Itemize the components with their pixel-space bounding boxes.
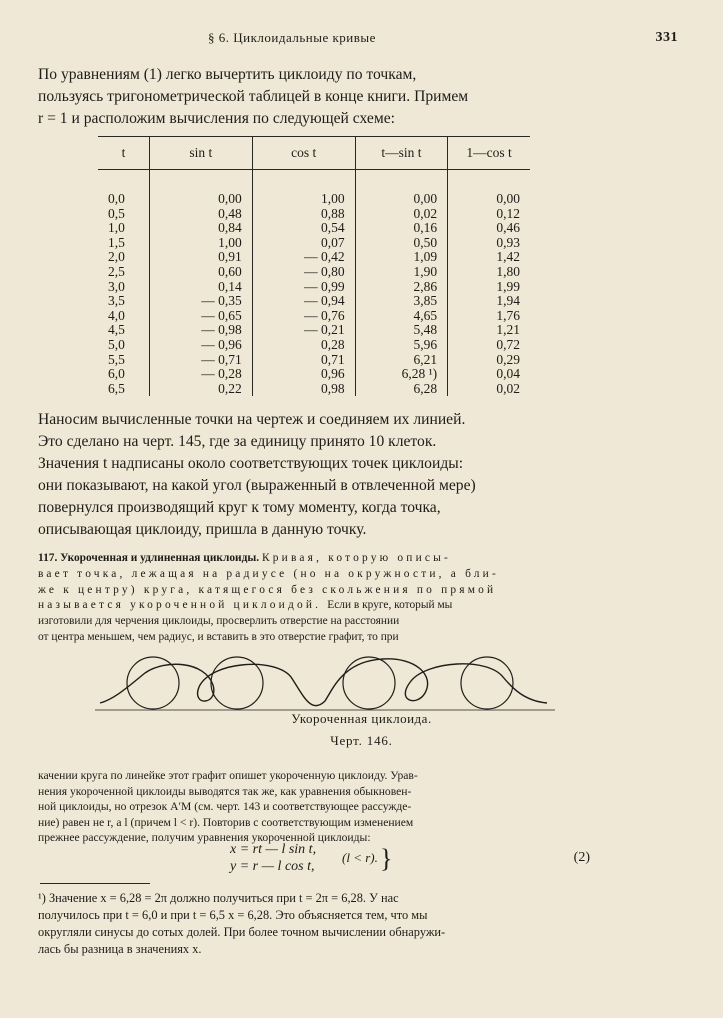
table-cell: 6,0 xyxy=(108,366,125,382)
table-cell: 3,85 xyxy=(355,294,448,309)
table-row xyxy=(98,309,530,324)
section-heading: 117. Укороченная и удлиненная циклоиды. xyxy=(38,552,262,564)
curtate-cycloid-equations xyxy=(230,842,590,882)
table-cell: — 0,42 xyxy=(252,250,355,265)
table-cell: 0,88 xyxy=(252,207,355,222)
table-cell: — 0,76 xyxy=(252,309,355,324)
table-cell: 0,14 xyxy=(149,280,252,295)
text-line: округляли синусы до сотых долей. При более точном вычислении обнаружи- xyxy=(38,925,446,939)
text-line: ной циклоиды, но отрезок A′M (см. черт. 143 и соответствующее рассужде- xyxy=(38,800,412,814)
table-cell: 1,09 xyxy=(355,250,448,265)
table-row xyxy=(98,367,530,382)
rolling-circle xyxy=(461,657,513,709)
text-run: Кривая, которую описы- xyxy=(261,552,452,564)
section-title: § 6. Циклоидальные кривые xyxy=(208,30,376,45)
table-row xyxy=(98,265,530,280)
brace-symbol: } xyxy=(380,844,393,873)
page-number: 331 xyxy=(655,30,678,45)
figure-caption: Укороченная циклоида. xyxy=(291,711,432,726)
table-header-row xyxy=(98,137,530,170)
table-row xyxy=(98,294,530,309)
text-run: изготовили для черчения циклоиды, просверлить отверстие на расстоянии xyxy=(38,615,400,628)
column-header: 1—cos t xyxy=(448,137,530,170)
footnote xyxy=(38,890,620,958)
table-cell: 0,84 xyxy=(149,221,252,236)
intro-paragraph xyxy=(38,64,620,130)
text-line: качении круга по линейке этот графит опишет укороченную циклоиду. Урав- xyxy=(38,769,418,782)
text-line xyxy=(38,551,620,567)
table-cell: 0,02 xyxy=(355,207,448,222)
table-cell: 2,0 xyxy=(108,249,125,265)
footnote-rule xyxy=(40,883,150,884)
table-cell: — 0,28 xyxy=(149,367,252,382)
text-line: прежнее рассуждение, получим уравнения укороченной циклоиды: xyxy=(38,831,371,845)
table-cell: — 0,21 xyxy=(252,323,355,338)
table-cell: 0,48 xyxy=(149,207,252,222)
table-cell: 0,50 xyxy=(355,236,448,251)
table-cell: 5,96 xyxy=(355,338,448,353)
table-cell: 4,0 xyxy=(108,307,125,323)
table-cell: 0,04 xyxy=(448,367,530,382)
column-header: t xyxy=(98,137,149,170)
text-line: ¹) Значение x = 6,28 = 2π должно получиться при t = 2π = 6,28. У нас xyxy=(38,891,399,905)
table-cell: 0,00 xyxy=(149,192,252,207)
table-cell: — 0,80 xyxy=(252,265,355,280)
table-cell: 2,5 xyxy=(108,263,125,279)
text-line: повернулся производящий круг к тому моменту, когда точка, xyxy=(38,499,441,516)
text-line: Значения t надписаны около соответствующих точек циклоиды: xyxy=(38,455,464,472)
text-line: описывающая циклоиду, пришла в данную точку. xyxy=(38,521,367,538)
text-line xyxy=(38,583,620,599)
table-cell: 0,07 xyxy=(252,236,355,251)
column-header: cos t xyxy=(252,137,355,170)
table-cell: — 0,99 xyxy=(252,280,355,295)
figure-label: Черт. 146. xyxy=(330,733,393,748)
table-cell: 0,91 xyxy=(149,250,252,265)
table-cell: 1,90 xyxy=(355,265,448,280)
table-cell: 3,5 xyxy=(108,293,125,309)
table-cell: — 0,71 xyxy=(149,353,252,368)
table-cell: 1,76 xyxy=(448,309,530,324)
text-line xyxy=(38,567,620,583)
text-line: r = 1 и расположим вычисления по следующей схеме: xyxy=(38,110,395,127)
table-cell: 1,42 xyxy=(448,250,530,265)
text-line: ние) равен не r, а l (причем l < r). Повторив с соответствующим изменением xyxy=(38,815,414,829)
text-line: пользуясь тригонометрической таблицей в конце книги. Примем xyxy=(38,88,469,105)
text-line: они показывают, на какой угол (выраженный в отвлеченной мере) xyxy=(38,477,476,494)
table-row xyxy=(98,280,530,295)
table-cell: 3,0 xyxy=(108,278,125,294)
section-117 xyxy=(38,551,620,646)
table-cell: 6,28 ¹) xyxy=(355,367,448,382)
table-cell: 2,86 xyxy=(355,280,448,295)
table-cell: 0,12 xyxy=(448,207,530,222)
table-cell: 0,28 xyxy=(252,338,355,353)
table-cell: 0,60 xyxy=(149,265,252,280)
text-line: лась бы разница в значениях x. xyxy=(38,942,202,956)
table-cell: — 0,94 xyxy=(252,294,355,309)
table-cell: — 0,96 xyxy=(149,338,252,353)
table-cell: 1,0 xyxy=(108,220,125,236)
table-cell: 4,5 xyxy=(108,322,125,338)
curtate-cycloid-figure xyxy=(95,655,555,715)
table-cell: — 0,98 xyxy=(149,323,252,338)
table-cell: 5,0 xyxy=(108,336,125,352)
table-cell: 0,16 xyxy=(355,221,448,236)
text-run: Если в круге, который мы xyxy=(327,599,453,612)
text-run: же к центру) круга, катящегося без скольжения по прямой xyxy=(38,583,497,596)
table-cell: 0,96 xyxy=(252,367,355,382)
table-cell: 5,5 xyxy=(108,351,125,367)
text-line xyxy=(38,598,620,614)
equation-line: y = r — l cos t, xyxy=(230,859,315,874)
rolling-circle xyxy=(127,657,179,709)
table-cell: 4,65 xyxy=(355,309,448,324)
continuation-paragraph xyxy=(38,768,620,846)
table-cell: 0,72 xyxy=(448,338,530,353)
table-row xyxy=(98,221,530,236)
table-cell: 1,80 xyxy=(448,265,530,280)
table-cell: 0,00 xyxy=(448,192,530,207)
table-row xyxy=(98,207,530,222)
text-line: Наносим вычисленные точки на чертеж и соединяем их линией. xyxy=(38,411,466,428)
table-cell: 0,00 xyxy=(355,192,448,207)
table-cell: 1,5 xyxy=(108,234,125,250)
table-cell: 0,29 xyxy=(448,353,530,368)
running-header xyxy=(58,30,678,50)
table-cell: 1,21 xyxy=(448,323,530,338)
table-row xyxy=(98,323,530,338)
table-body xyxy=(98,170,530,397)
table-cell: 0,98 xyxy=(252,382,355,397)
text-line: Это сделано на черт. 145, где за единицу принято 10 клеток. xyxy=(38,433,437,450)
table-cell: 0,22 xyxy=(149,382,252,397)
table-cell: 0,54 xyxy=(252,221,355,236)
text-run: вает точка, лежащая на радиусе (но на окружности, а бли- xyxy=(38,567,499,580)
table-cell: 0,93 xyxy=(448,236,530,251)
table-cell: 1,00 xyxy=(252,192,355,207)
table-cell: 1,00 xyxy=(149,236,252,251)
equation-condition: (l < r). xyxy=(342,850,378,865)
table-cell: 1,94 xyxy=(448,294,530,309)
table-cell: 5,48 xyxy=(355,323,448,338)
text-line: нения укороченной циклоиды выводятся так же, как уравнения обыкновен- xyxy=(38,784,412,798)
text-run: называется укороченной циклоидой. xyxy=(38,599,328,612)
table-cell: 0,71 xyxy=(252,353,355,368)
table-row xyxy=(98,250,530,265)
table-row xyxy=(98,353,530,368)
table-cell: 6,28 xyxy=(355,382,448,397)
curtate-cycloid-curve xyxy=(100,659,547,706)
table-row xyxy=(98,236,530,251)
column-header: t—sin t xyxy=(355,137,448,170)
calculation-table xyxy=(98,136,530,396)
calculation-table-wrapper xyxy=(98,136,530,398)
text-line: По уравнениям (1) легко вычертить циклоиду по точкам, xyxy=(38,66,417,83)
table-spacer-row xyxy=(98,170,530,193)
table-cell: 0,46 xyxy=(448,221,530,236)
table-cell: 0,5 xyxy=(108,205,125,221)
after-table-paragraph xyxy=(38,409,620,541)
equation-number: (2) xyxy=(573,850,590,865)
table-cell: — 0,65 xyxy=(149,309,252,324)
column-header: sin t xyxy=(149,137,252,170)
text-line xyxy=(38,630,620,646)
rolling-circle xyxy=(343,657,395,709)
table-cell: 1,99 xyxy=(448,280,530,295)
table-cell: 0,02 xyxy=(448,382,530,397)
table-row xyxy=(98,382,530,397)
text-line: получилось при t = 6,0 и при t = 6,5 x = 6,28. Это объясняется тем, что мы xyxy=(38,908,428,922)
rolling-circle xyxy=(211,657,263,709)
table-row xyxy=(98,192,530,207)
text-run: от центра меньшем, чем радиус, и вставить в это отверстие графит, то при xyxy=(38,630,399,643)
equation-line: x = rt — l sin t, xyxy=(230,842,317,857)
table-row xyxy=(98,338,530,353)
table-cell: 0,0 xyxy=(108,191,125,206)
text-line xyxy=(38,614,620,630)
table-cell: 6,21 xyxy=(355,353,448,368)
table-cell: — 0,35 xyxy=(149,294,252,309)
table-cell: 6,5 xyxy=(108,380,125,396)
